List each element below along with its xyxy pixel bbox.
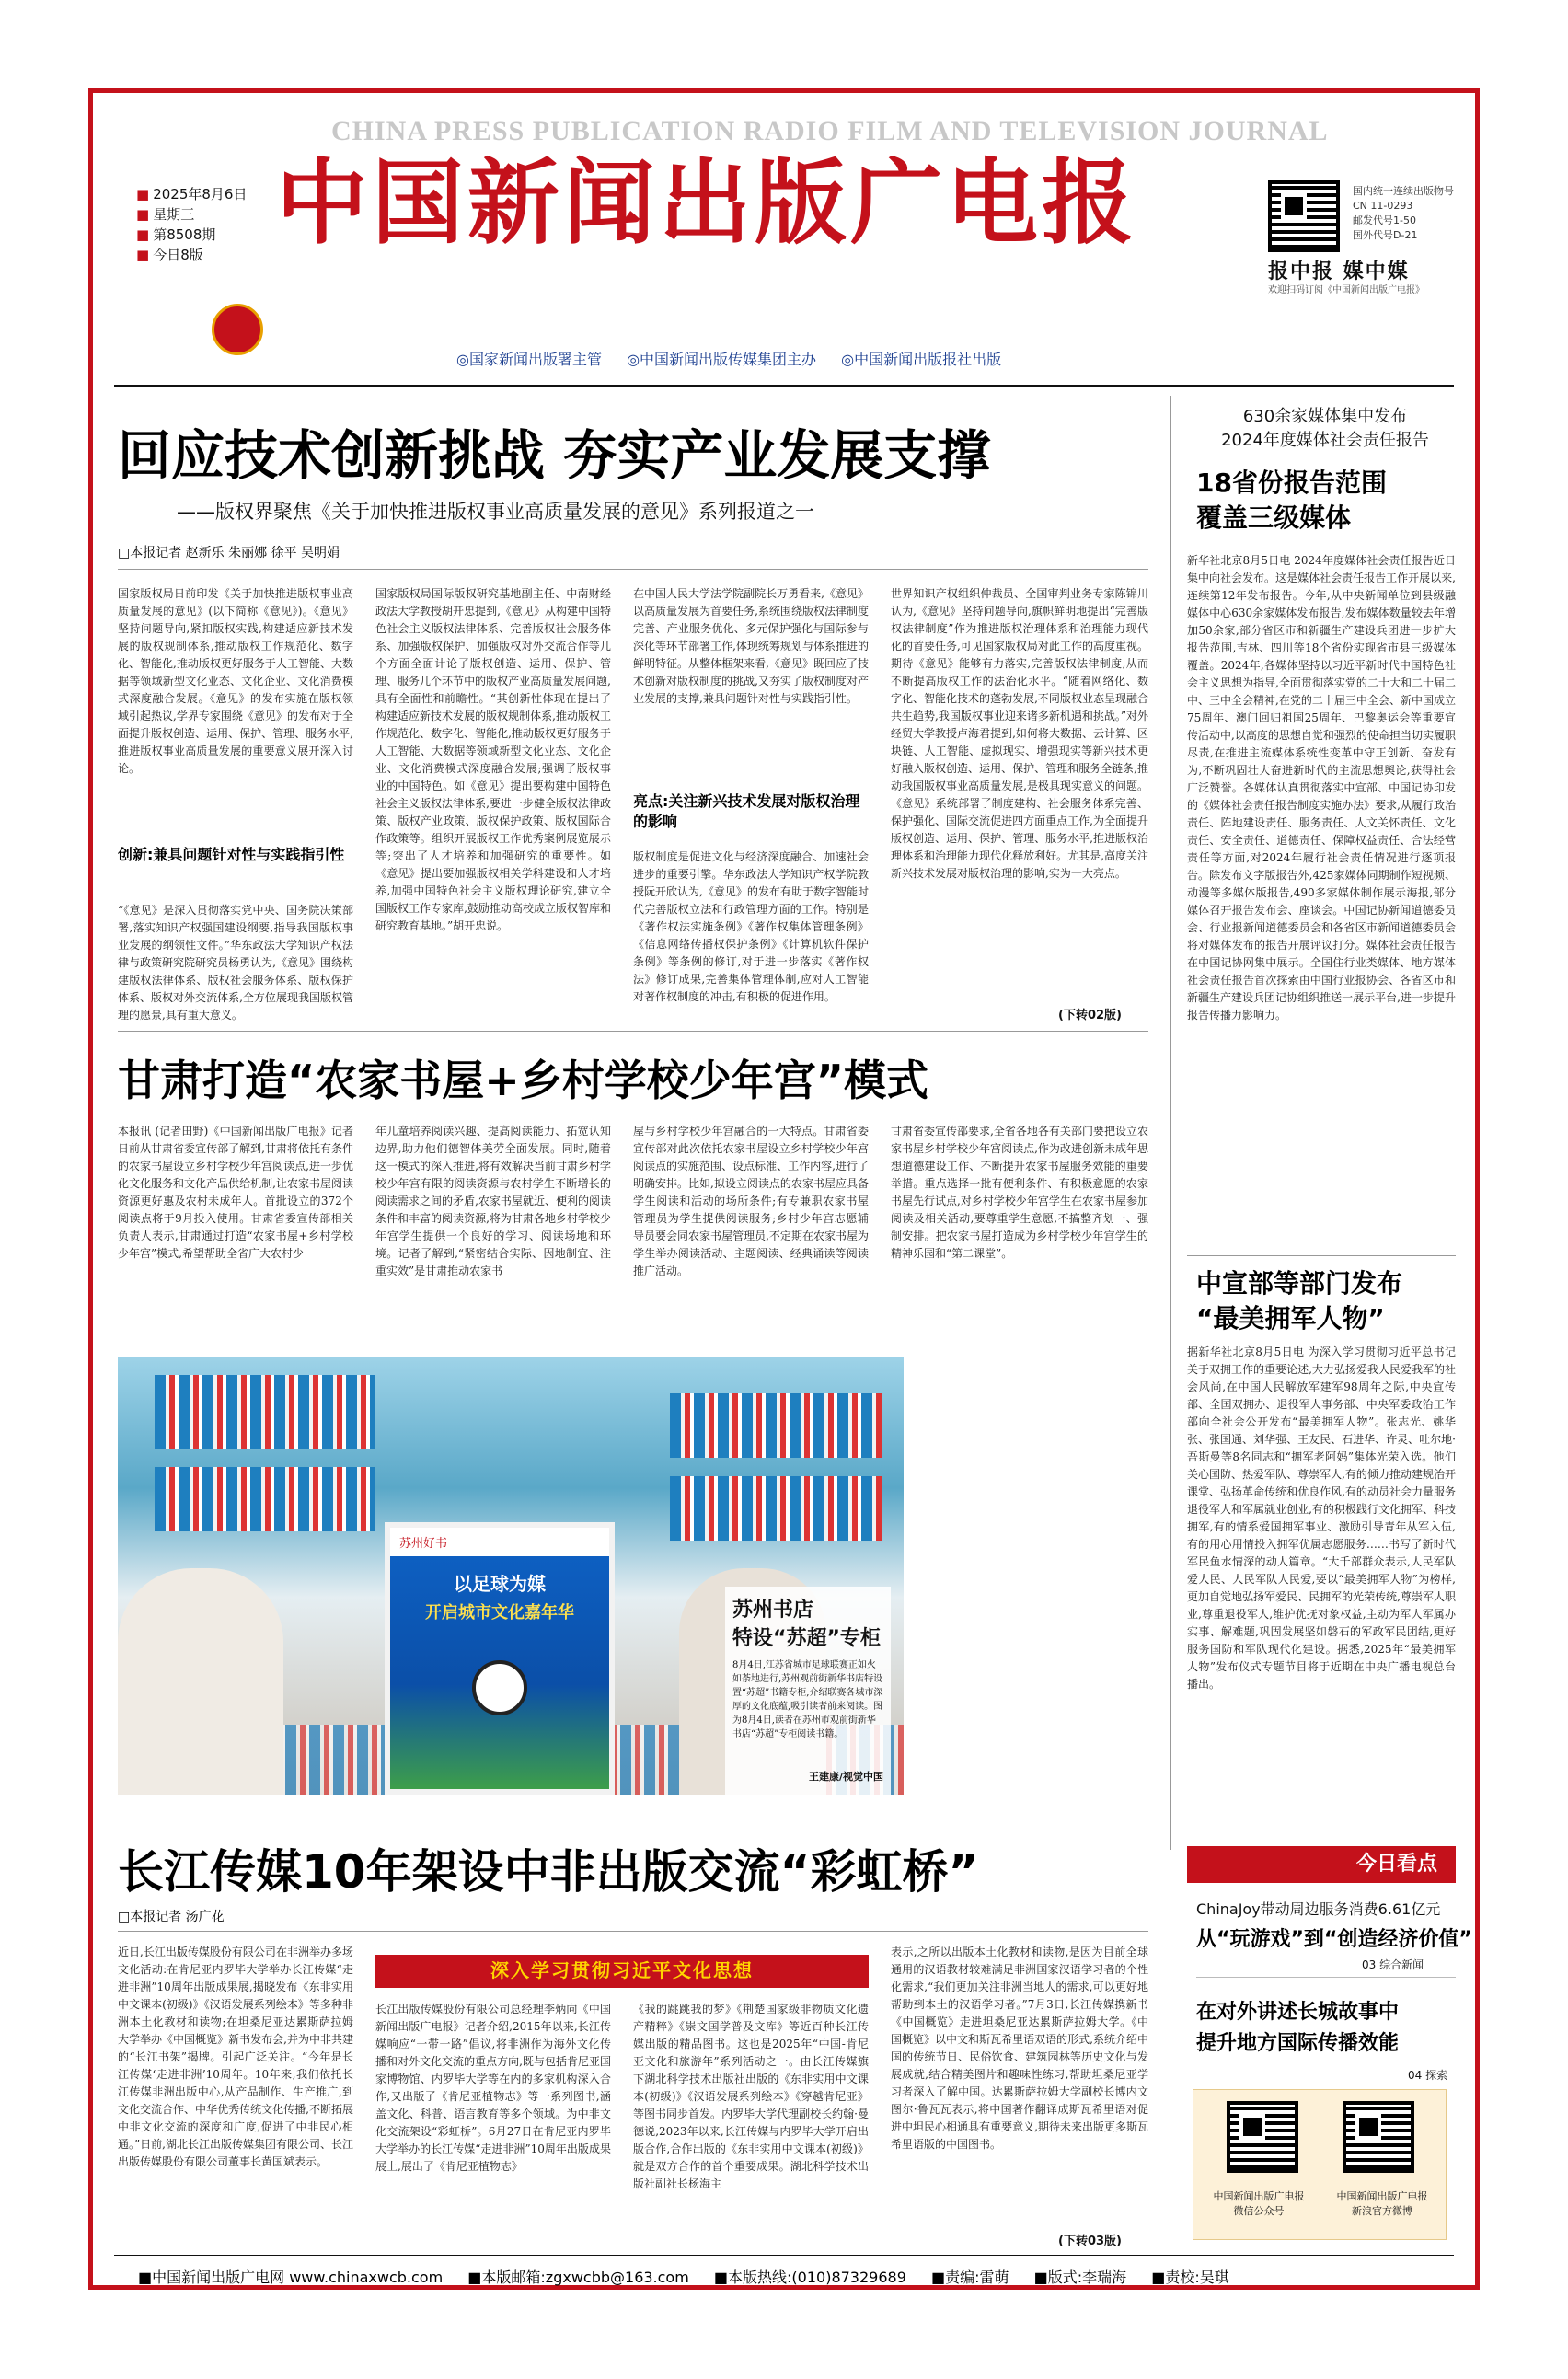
photo-title-2: 特设“苏超”专柜 [732, 1627, 881, 1650]
changjiang-col-3: 《我的跳跳我的梦》《荆楚国家级非物质文化遗产精粹》《崇文国学普及文库》等近百种长江传媒出版的精品图书。这也是2025年“中国-肯尼亚文化和旅游年”系列活动之一。由长江传媒旗下湖北科学技术出版社出版的《东非实用中文课本(初级)》《汉语发展系列绘本》《穿越肯尼亚》等图书同步首发。内罗毕大学代理副校长约翰·曼德说,2023年以来,长江传媒与内罗毕大学开启出版合作,合作出版的《东非实用中文课本(初级)》就是双方合作的首个重要成果。湖北科学技术出版社副社长杨海主 [633, 2003, 869, 2190]
report-body: 新华社北京8月5日电 2024年度媒体社会责任报告近日集中向社会发布。这是媒体社会责任报告工作开展以来,连续第12年发布报告。今年,从中央新闻单位到县级融媒体中心630余家媒体发布报告,发布媒体数量较去年增加50余家,部分省区市和新疆生产建设兵团进一步扩大报告范围,吉林、四川等18个省份实现省市县三级媒体覆盖。2024年,各媒体坚持以习近平新时代中国特色社会主义思想为指导,全面贯彻落实党的二十大和二十届二中、三中全会精神,在党的二十届三中全会、新中国成立75周年、澳门回归祖国25周年、巴黎奥运会等重要宣传活动中,以高度的思想自觉和强烈的使命担当切实履职尽责,在推进主流媒体系统性变革中守正创新、奋发有为,不断巩固壮大奋进新时代的主流思想舆论,获得社会广泛赞誉。各媒体认真贯彻落实中宣部、中国记协印发的《媒体社会责任报告制度实施办法》要求,从履行政治责任、阵地建设责任、服务责任、人文关怀责任、文化责任、安全责任、道德责任、保障权益责任、合法经营责任等方面,对2024年履行社会责任情况进行逐项报告。除发布文字版报告外,425家媒体同期制作短视频、动漫等多媒体版报告,490多家媒体制作展示海报,部分媒体召开报告发布会、座谈会。中国记协新闻道德委员会、行业报新闻道德委员会和各省区市新闻道德委员会将对媒体发布的报告开展评议打分。媒体社会责任报告在中国记协网集中展示。全国住行业类媒体、地方媒体社会责任报告首次探索由中国行业报协会、各省区市和新疆生产建设兵团记协组织推送一展示平台,进一步提升报告传播力影响力。 [1187, 554, 1456, 1022]
footer-website[interactable]: ■中国新闻出版广电网 www.chinaxwcb.com [138, 2269, 444, 2286]
today-item-2-headline[interactable]: 在对外讲述长城故事中 提升地方国际传播效能 [1196, 2001, 1400, 2055]
footer-layout: ■版式:李瑞海 [1033, 2269, 1127, 2286]
today-item-1-page: 03 综合新闻 [1362, 1958, 1424, 1971]
qr-panel [1193, 2089, 1447, 2240]
weibo-label: 中国新闻出版广电报 新浪官方微博 [1336, 2190, 1428, 2217]
lead-byline: □本报记者 赵新乐 朱丽娜 徐平 吴明娟 [118, 546, 340, 560]
section-rule-1 [118, 1031, 1148, 1032]
footer [138, 2266, 1250, 2287]
lead-col-2: 国家版权局国际版权研究基地副主任、中南财经政法大学教授胡开忠提到,《意见》从构建中国特色社会主义版权法律体系、完善版权社会服务体系、加强版权保护、加强版权对外交流合作等几个方面全面计论了版权创造、运用、保护、管理、服务几个环节中的版权产业高质量发展问题,具有全面性和前瞻性。“其创新性体现在提出了构建适应新技术发展的版权规制体系,推动版权工作规范化、数字化、智能化,推动版权更好服务于人工智能、大数据等领域新型文化业态、文化企业、文化消费模式深度融合发展;强调了版权事业的中国特色。如《意见》提出要构建中国特色社会主义版权法律体系,要进一步健全版权法律政策、版权产业政策、版权保护政策、版权国际合作政策等。组织开展版权工作优秀案例展览展示等;突出了人才培养和加强研究的重要性。如《意见》提出要加强版权相关学科建设和人才培养,加强中国特色社会主义版权理论研究,建立全国版权工作专家库,鼓励推动高校成立版权智库和研究教育基地。”胡开忠说。 [375, 587, 611, 932]
photo-caption: 8月4日,江苏省城市足球联赛正如火如荼地进行,苏州观前街新华书店特设置“苏超”书籍专柜,介绍联赛各城市深厚的文化底蕴,吸引读者前来阅读。图为8月4日,读者在苏州市观前街新华书店“苏超”专柜阅读书籍。 [732, 1660, 883, 1739]
anniversary-emblem-icon [212, 304, 263, 355]
football-icon [472, 1660, 527, 1715]
lead-subheadline: ——版权界聚焦《关于加快推进版权事业高质量发展的意见》系列报道之一 [177, 501, 814, 523]
bookshelf [155, 1375, 375, 1449]
report-headline: 18省份报告范围 覆盖三级媒体 [1196, 468, 1387, 533]
army-headline: 中宣部等部门发布 “最美拥军人物” [1196, 1268, 1403, 1334]
lead-col-4: 世界知识产权组织仲裁员、全国审判业务专家陈锦川认为,《意见》坚持问题导向,旗帜鲜明地提出“完善版权法律制度”作为推进版权治理体系和治理能力现代化的首要任务,可见国家版权局对此工作的高度重视。期待《意见》能够有力落实,完善版权法律制度,从而不断提高版权工作的法治化水平。“随着网络化、数字化、智能化技术的蓬勃发展,不同版权业态呈现融合共生趋势,我国版权事业迎来诸多新机遇和挑战。”对外经贸大学教授卢海君提到,如何将大数据、云计算、区块链、人工智能、虚拟现实、增强现实等新兴技术更好融入版权创造、运用、保护、管理和服务全链条,推动我国版权事业高质量发展,是极具现实意义的问题。《意见》系统部署了制度建构、社会服务体系完善、保护强化、国际交流促进四方面重点工作,为全面提升版权创造、运用、保护、管理、服务水平,推进版权治理体系和治理能力现代化释放利好。尤其是,高度关注新兴技术发展对版权治理的影响,实为一大亮点。 [891, 587, 1148, 880]
poster-line-1: 以足球为媒 [454, 1573, 546, 1595]
masthead-rule [114, 385, 1454, 387]
changjiang-col-2: 长江出版传媒股份有限公司总经理李炳向《中国新闻出版广电报》记者介绍,2015年以来,长江传媒响应“一带一路”倡议,将非洲作为海外文化传播和对外文化交流的重点方向,既与包括肯尼亚国家博物馆、内罗毕大学等在内的多家机构深入合作,又出版了《肯尼亚植物志》等一系列图书,涵盖文化、科普、语言教育等多个领域。为中非文化交流架设“彩虹桥”。6月27日在肯尼亚内罗毕大学举办的长江传媒“走进非洲”10周年出版成果展上,展出了《肯尼亚植物志》 [375, 2003, 611, 2173]
footer-rule [114, 2255, 1454, 2256]
changjiang-col-4: 表示,之所以出版本土化教材和读物,是因为目前全球通用的汉语教材较难满足非洲国家汉语学习者的个性化需求,“我们更加关注非洲当地人的需求,可以更好地帮助到本土的汉语学习者。”7月3日,长江传媒携新书《中国概览》走进坦桑尼亚达累斯萨拉姆大学。《中国概览》以中文和斯瓦希里语双语的形式,系统介绍中国的传统节日、民俗饮食、建筑园林等历史文化与发展成就,结合精美图片和趣味性练习,帮助坦桑尼亚学习者深入了解中国。达累斯萨拉姆大学副校长博内文图尔·鲁瓦瓦表示,将中国著作翻译成斯瓦希里语对促进中坦民心相通具有重要意义,期待未来出版更多斯瓦希里语版的中国图书。 [891, 1946, 1148, 2151]
changjiang-col-1: 近日,长江出版传媒股份有限公司在非洲举办多场文化活动:在肯尼亚内罗毕大学举办长江传媒“走进非洲”10周年出版成果展,揭晓发布《东非实用中文课本(初级)》《汉语发展系列绘本》等多种非洲本土化教材和读物;在坦桑尼亚达累斯萨拉姆大学举办《中国概览》新书发布会,并为中非共建的“长江书架”揭牌。引起广泛关注。“今年是长江传媒‘走进非洲’10周年。10年来,我们依托长江传媒非洲出版中心,从产品制作、生产推广,到文化交流合作、中华优秀传统文化传播,不断拓展中非文化交流的深度和广度,促进了中非民心相通。”日前,湖北长江出版传媒集团有限公司、长江出版传媒股份有限公司董事长黄国斌表示。 [118, 1946, 353, 2168]
today-divider [1196, 1977, 1456, 1978]
weibo-qr-code[interactable] [1343, 2101, 1414, 2173]
photo-caption-box [725, 1587, 891, 1795]
army-body: 据新华社北京8月5日电 为深入学习贯彻习近平总书记关于双拥工作的重要论述,大力弘扬爱我人民爱我军的社会风尚,在中国人民解放军建军98周年之际,中央宣传部、全国双拥办、退役军人事务部、中央军委政治工作部向全社会公开发布“最美拥军人物”。张志光、姚华张、张国通、刘华强、王友民、石进华、许灵、吐尔地·吾斯曼等8名同志和“拥军老阿妈”集体光荣入选。他们关心国防、热爱军队、尊崇军人,有的倾力推动建规治开课堂、弘扬革命传统和优良作风,有的动员社会力量服务退役军人和军属就业创业,有的积极践行文化拥军、科技拥军,有的情系爱国拥军事业、激励引导青年从军入伍,有的用心用情投入拥军优属志愿服务……书写了新时代军民鱼水情深的动人篇章。“大千部群众表示,人民军队爱人民、人民军队人民爱,要以“最美拥军人物”为榜样,更加自觉地弘扬军爱民、民拥军的光荣传统,尊崇军人职业,尊重退役军人,维护优抚对象权益,主动为军人军属办实事、解难题,巩固发展坚如磐石的军政军民团结,更好服务国防和军队现代化建设。据悉,2025年“最美拥军人物”发布仪式专题节目将于近期在中央广播电视总台播出。 [1187, 1345, 1456, 1691]
issue-info: ■ 2025年8月6日 ■ 星期三 ■ 第8508期 ■ 今日8版 [136, 186, 248, 263]
today-item-1-headline[interactable]: 从“玩游戏”到“创造经济价值” [1196, 1928, 1472, 1951]
gansu-headline: 甘肃打造“农家书屋+乡村学校少年宫”模式 [118, 1056, 929, 1105]
issn-block: 国内统一连续出版物号 CN 11-0293 邮发代号1-50 国外代号D-21 [1353, 185, 1454, 241]
changjiang-jump: (下转03版) [1058, 2235, 1122, 2248]
wechat-label: 中国新闻出版广电报 微信公众号 [1213, 2190, 1305, 2217]
poster-brand: 苏州好书 [390, 1528, 609, 1556]
reader-left [118, 1568, 283, 1795]
bookstore-photo [118, 1357, 904, 1795]
poster-line-2: 开启城市文化嘉年华 [425, 1603, 574, 1623]
slogan-sub: 欢迎扫码订阅《中国新闻出版广电报》 [1268, 285, 1424, 295]
today-item-2-page: 04 探索 [1408, 2069, 1448, 2082]
gansu-col-1: 本报讯 (记者田野)《中国新闻出版广电报》记者日前从甘肃省委宣传部了解到,甘肃将依托有条件的农家书屋设立乡村学校少年宫阅读点,进一步优化文化服务和文化产品供给机制,让农家书屋阅读资源更好惠及农村未成年人。首批设立的372个阅读点将于9月投入使用。甘肃省委宣传部相关负责人表示,甘肃通过打造“农家书屋+乡村学校少年宫”模式,希望帮助全省广大农村少 [118, 1125, 353, 1260]
sidebar-divider [1170, 396, 1171, 1850]
newspaper-title: 中国新闻出版广电报 [276, 148, 1137, 257]
footer-hotline: ■本版热线:(010)87329689 [713, 2269, 906, 2286]
footer-proof: ■责校:吴琪 [1151, 2269, 1229, 2286]
lead-rule [118, 569, 1148, 570]
lead-jump: (下转02版) [1058, 1009, 1122, 1022]
report-kicker: 630余家媒体集中发布 2024年度媒体社会责任报告 [1221, 407, 1429, 450]
bookshelf [155, 1467, 375, 1531]
section-rule-2 [118, 1931, 1148, 1932]
photo-credit: 王建康/视觉中国 [808, 1771, 883, 1783]
lead-col-3b: 版权制度是促进文化与经济深度融合、加速社会进步的重要引擎。华东政法大学知识产权学院教授阮开欣认为,《意见》的发布有助于数字智能时代完善版权立法和行政管理方面的工作。特别是《著作权法实施条例》《著作权集体管理条例》《信息网络传播权保护条例》《计算机软件保护条例》等条例的修订,对于进一步落实《著作权法》修订成果,完善集体管理体制,应对人工智能对著作权制度的冲击,有积极的促进作用。 [633, 850, 869, 1003]
issue-number: 第8508期 [153, 226, 216, 243]
wechat-qr-code[interactable] [1227, 2101, 1298, 2173]
sponsor-bar [456, 348, 1021, 369]
theme-banner: 深入学习贯彻习近平文化思想 [375, 1955, 869, 1988]
english-title: CHINA PRESS PUBLICATION RADIO FILM AND TELEVISION JOURNAL [331, 116, 1329, 146]
slogan: 报中报 媒中媒 [1268, 260, 1410, 283]
bookshelf [670, 1476, 882, 1541]
footer-editor: ■责编:雷萌 [930, 2269, 1009, 2286]
sponsor-2: ◎中国新闻出版传媒集团主办 [627, 351, 817, 368]
lead-col-1: 国家版权局日前印发《关于加快推进版权事业高质量发展的意见》(以下简称《意见》)。《意见》坚持问题导向,紧扣版权实践,构建适应新技术发展的版权规制体系,推动版权工作规范化、数字化、智能化,推动版权更好服务于人工智能、大数据等领域新型文化业态、文化企业、文化消费模式深度融合发展。《意见》的发布实施在版权领域引起热议,学界专家围绕《意见》的发布对于全面提升版权创造、运用、保护、管理、服务水平,推进版权事业高质量发展的重要意义展开深入讨论。 [118, 587, 353, 775]
gansu-col-4: 甘肃省委宣传部要求,全省各地各有关部门要把设立农家书屋乡村学校少年宫阅读点,作为改进创新未成年思想道德建设工作、不断提升农家书屋服务效能的重要举措。重点选择一批有便利条件、有积极意愿的农家书屋先行试点,对乡村学校少年宫学生在农家书屋参加阅读及相关活动,要尊重学生意愿,不搞整齐划一、强制安排。把农家书屋打造成为乡村学校少年宫学生的精神乐园和“第二课堂”。 [891, 1125, 1148, 1260]
sponsor-3: ◎中国新闻出版报社出版 [841, 351, 1002, 368]
lead-headline: 回应技术创新挑战 夯实产业发展支撑 [118, 424, 991, 487]
today-highlights-header: 今日看点 [1187, 1846, 1456, 1883]
bookshelf [670, 1393, 882, 1458]
gansu-col-3: 屋与乡村学校少年宫融合的一大特点。甘肃省委宣传部对此次依托农家书屋设立乡村学校少年宫阅读点的实施范围、设点标准、工作内容,进行了明确安排。比如,拟设立阅读点的农家书屋应具备学生阅读和活动的场所条件;有专兼职农家书屋管理员为学生提供阅读服务;乡村少年宫志愿辅导员要会同农家书屋管理员,不定期在农家书屋为学生举办阅读活动、主题阅读、经典诵读等阅读推广活动。 [633, 1125, 869, 1277]
issue-pages: 今日8版 [153, 247, 203, 263]
gansu-col-2: 年儿童培养阅读兴趣、提高阅读能力、拓宽认知边界,助力他们德智体美劳全面发展。同时,随着这一模式的深入推进,将有效解决当前甘肃乡村学校少年宫有限的阅读资源与农村学生不断增长的阅读需求之间的矛盾,农家书屋就近、便利的阅读条件和丰富的阅读资源,将为甘肃各地乡村学校少年宫学生提供一个良好的学习、阅读场地和环境。记者了解到,“紧密结合实际、因地制宜、注重实效”是甘肃推动农家书 [375, 1125, 611, 1277]
lead-col-3: 在中国人民大学法学院副院长万勇看来,《意见》以高质量发展为首要任务,系统围绕版权法律制度完善、产业服务优化、多元保护强化与国际参与深化等环节部署工作,体现统筹规划与体系推进的鲜明特征。从整体框架来看,《意见》既回应了技术创新对版权制度的挑战,又夯实了版权制度对产业发展的支撑,兼具问题针对性与实践指引性。 [633, 587, 869, 705]
lead-col-1b: “《意见》是深入贯彻落实党中央、国务院决策部署,落实知识产权强国建设纲要,指导我国版权事业发展的纲领性文件。”华东政法大学知识产权法律与政策研究院研究员杨勇认为,《意见》围绕构建版权法律体系、版权社会服务体系、版权保护体系、版权对外交流体系,全方位展现我国版权管理的愿景,具有重大意义。 [118, 904, 353, 1022]
today-item-1-kicker[interactable]: ChinaJoy带动周边服务消费6.61亿元 [1196, 1900, 1441, 1918]
promo-poster [385, 1522, 615, 1795]
issue-weekday: 星期三 [153, 206, 195, 223]
changjiang-byline: □本报记者 汤广花 [118, 1910, 225, 1924]
issue-date: 2025年8月6日 [153, 186, 248, 202]
sidebar-rule-1 [1187, 1255, 1456, 1256]
subscribe-qr-code[interactable] [1268, 180, 1340, 252]
changjiang-headline: 长江传媒10年架设中非出版交流“彩虹桥” [118, 1845, 979, 1899]
lead-subhead-2: 亮点:关注新兴技术发展对版权治理的影响 [633, 792, 860, 830]
sponsor-1: ◎国家新闻出版署主管 [456, 351, 602, 368]
photo-title-1: 苏州书店 [732, 1599, 814, 1622]
footer-email[interactable]: ■本版邮箱:zgxwcbb@163.com [467, 2269, 689, 2286]
lead-subhead-1: 创新:兼具问题针对性与实践指引性 [118, 846, 345, 863]
